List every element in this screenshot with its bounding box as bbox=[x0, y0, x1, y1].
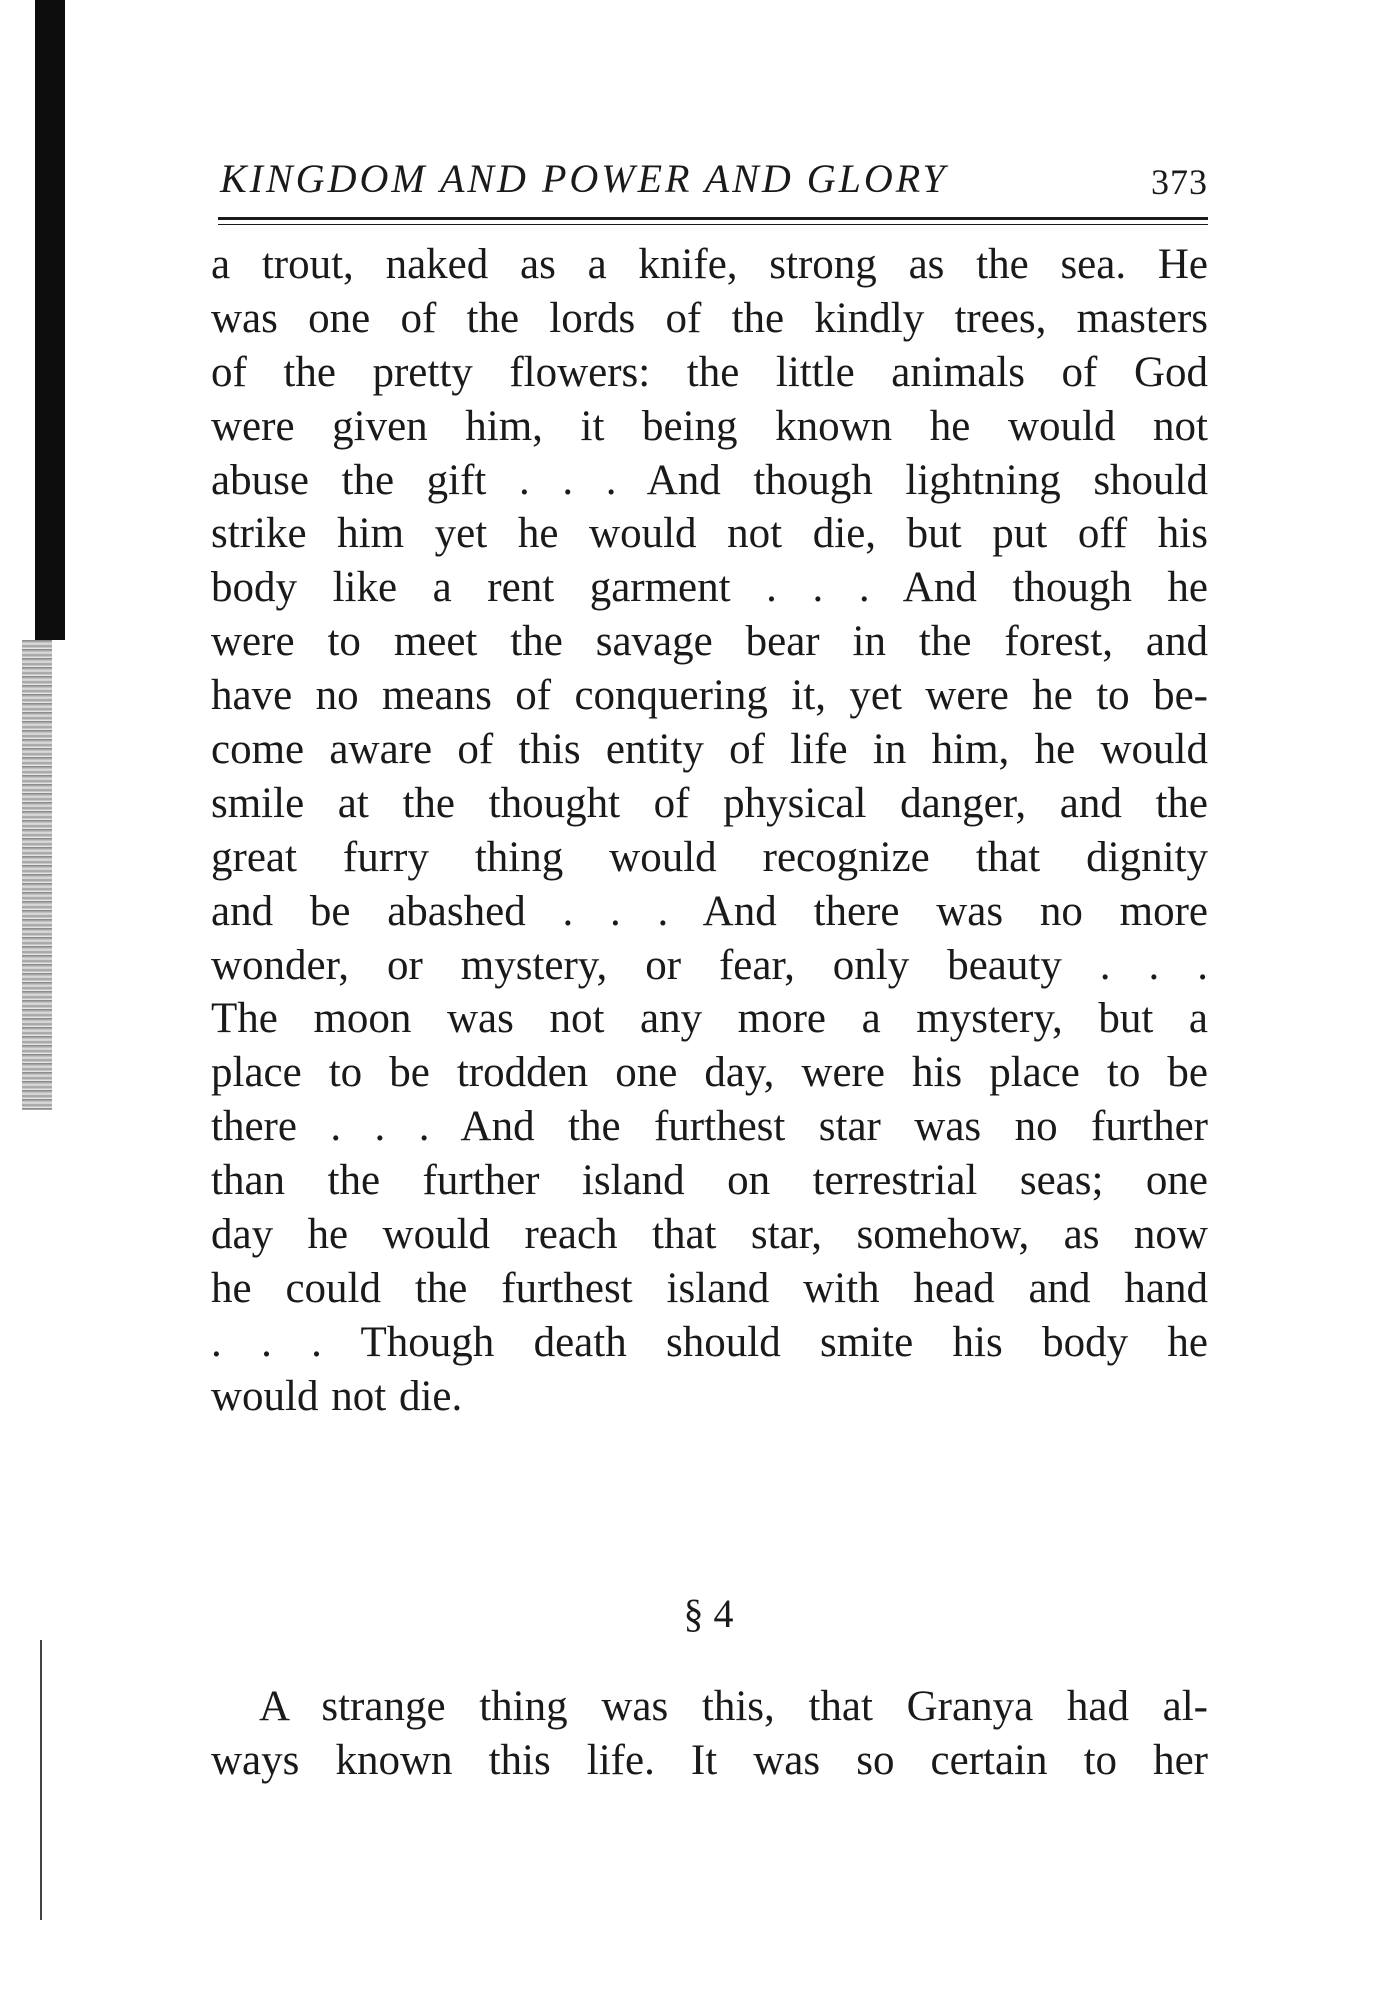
header-rule-thick bbox=[218, 217, 1208, 220]
text-line: strike him yet he would not die, but put off his bbox=[211, 510, 1208, 558]
text-line: wonder, or mystery, or fear, only beauty . . . bbox=[211, 941, 1208, 989]
running-head bbox=[218, 155, 1208, 215]
text-line: than the further island on terrestrial seas; one bbox=[211, 1157, 1208, 1205]
text-line: and be abashed . . . And there was no more bbox=[211, 887, 1208, 935]
text-line: A strange thing was this, that Granya had al- bbox=[259, 1683, 1208, 1730]
text-line: come aware of this entity of life in him, he would bbox=[211, 726, 1208, 774]
text-line: great furry thing would recognize that dignity bbox=[211, 833, 1208, 881]
book-spine-shadow bbox=[35, 0, 65, 640]
book-spine-line bbox=[40, 1640, 42, 1920]
body-paragraph bbox=[211, 238, 1208, 1424]
text-line: ways known this life. It was so certain to her bbox=[211, 1736, 1208, 1784]
text-line: was one of the lords of the kindly trees, masters bbox=[211, 294, 1208, 342]
text-line: were to meet the savage bear in the forest, and bbox=[211, 618, 1208, 666]
text-line: of the pretty flowers: the little animals of God bbox=[211, 348, 1208, 396]
text-line: have no means of conquering it, yet were he to be- bbox=[211, 672, 1208, 720]
book-spine-edge bbox=[22, 640, 52, 1110]
page-number: 373 bbox=[1151, 162, 1208, 202]
text-line: he could the furthest island with head and hand bbox=[211, 1264, 1208, 1312]
text-line: . . . Though death should smite his body he bbox=[211, 1318, 1208, 1366]
running-head-title: KINGDOM AND POWER AND GLORY bbox=[220, 156, 948, 201]
text-line: day he would reach that star, somehow, as now bbox=[211, 1211, 1208, 1259]
text-line: smile at the thought of physical danger, and the bbox=[211, 779, 1208, 827]
text-line: place to be trodden one day, were his place to be bbox=[211, 1049, 1208, 1097]
text-line: abuse the gift . . . And though lightning should bbox=[211, 456, 1208, 504]
text-line: body like a rent garment . . . And though he bbox=[211, 564, 1208, 612]
text-line: would not die. bbox=[211, 1372, 463, 1420]
section-marker: § 4 bbox=[683, 1591, 734, 1636]
text-line: there . . . And the furthest star was no further bbox=[211, 1103, 1208, 1151]
text-line: The moon was not any more a mystery, but a bbox=[211, 995, 1208, 1043]
text-line: were given him, it being known he would not bbox=[211, 402, 1208, 450]
second-paragraph bbox=[211, 1680, 1208, 1788]
header-rule-thin bbox=[218, 224, 1208, 225]
text-line: a trout, naked as a knife, strong as the sea. He bbox=[211, 241, 1208, 288]
